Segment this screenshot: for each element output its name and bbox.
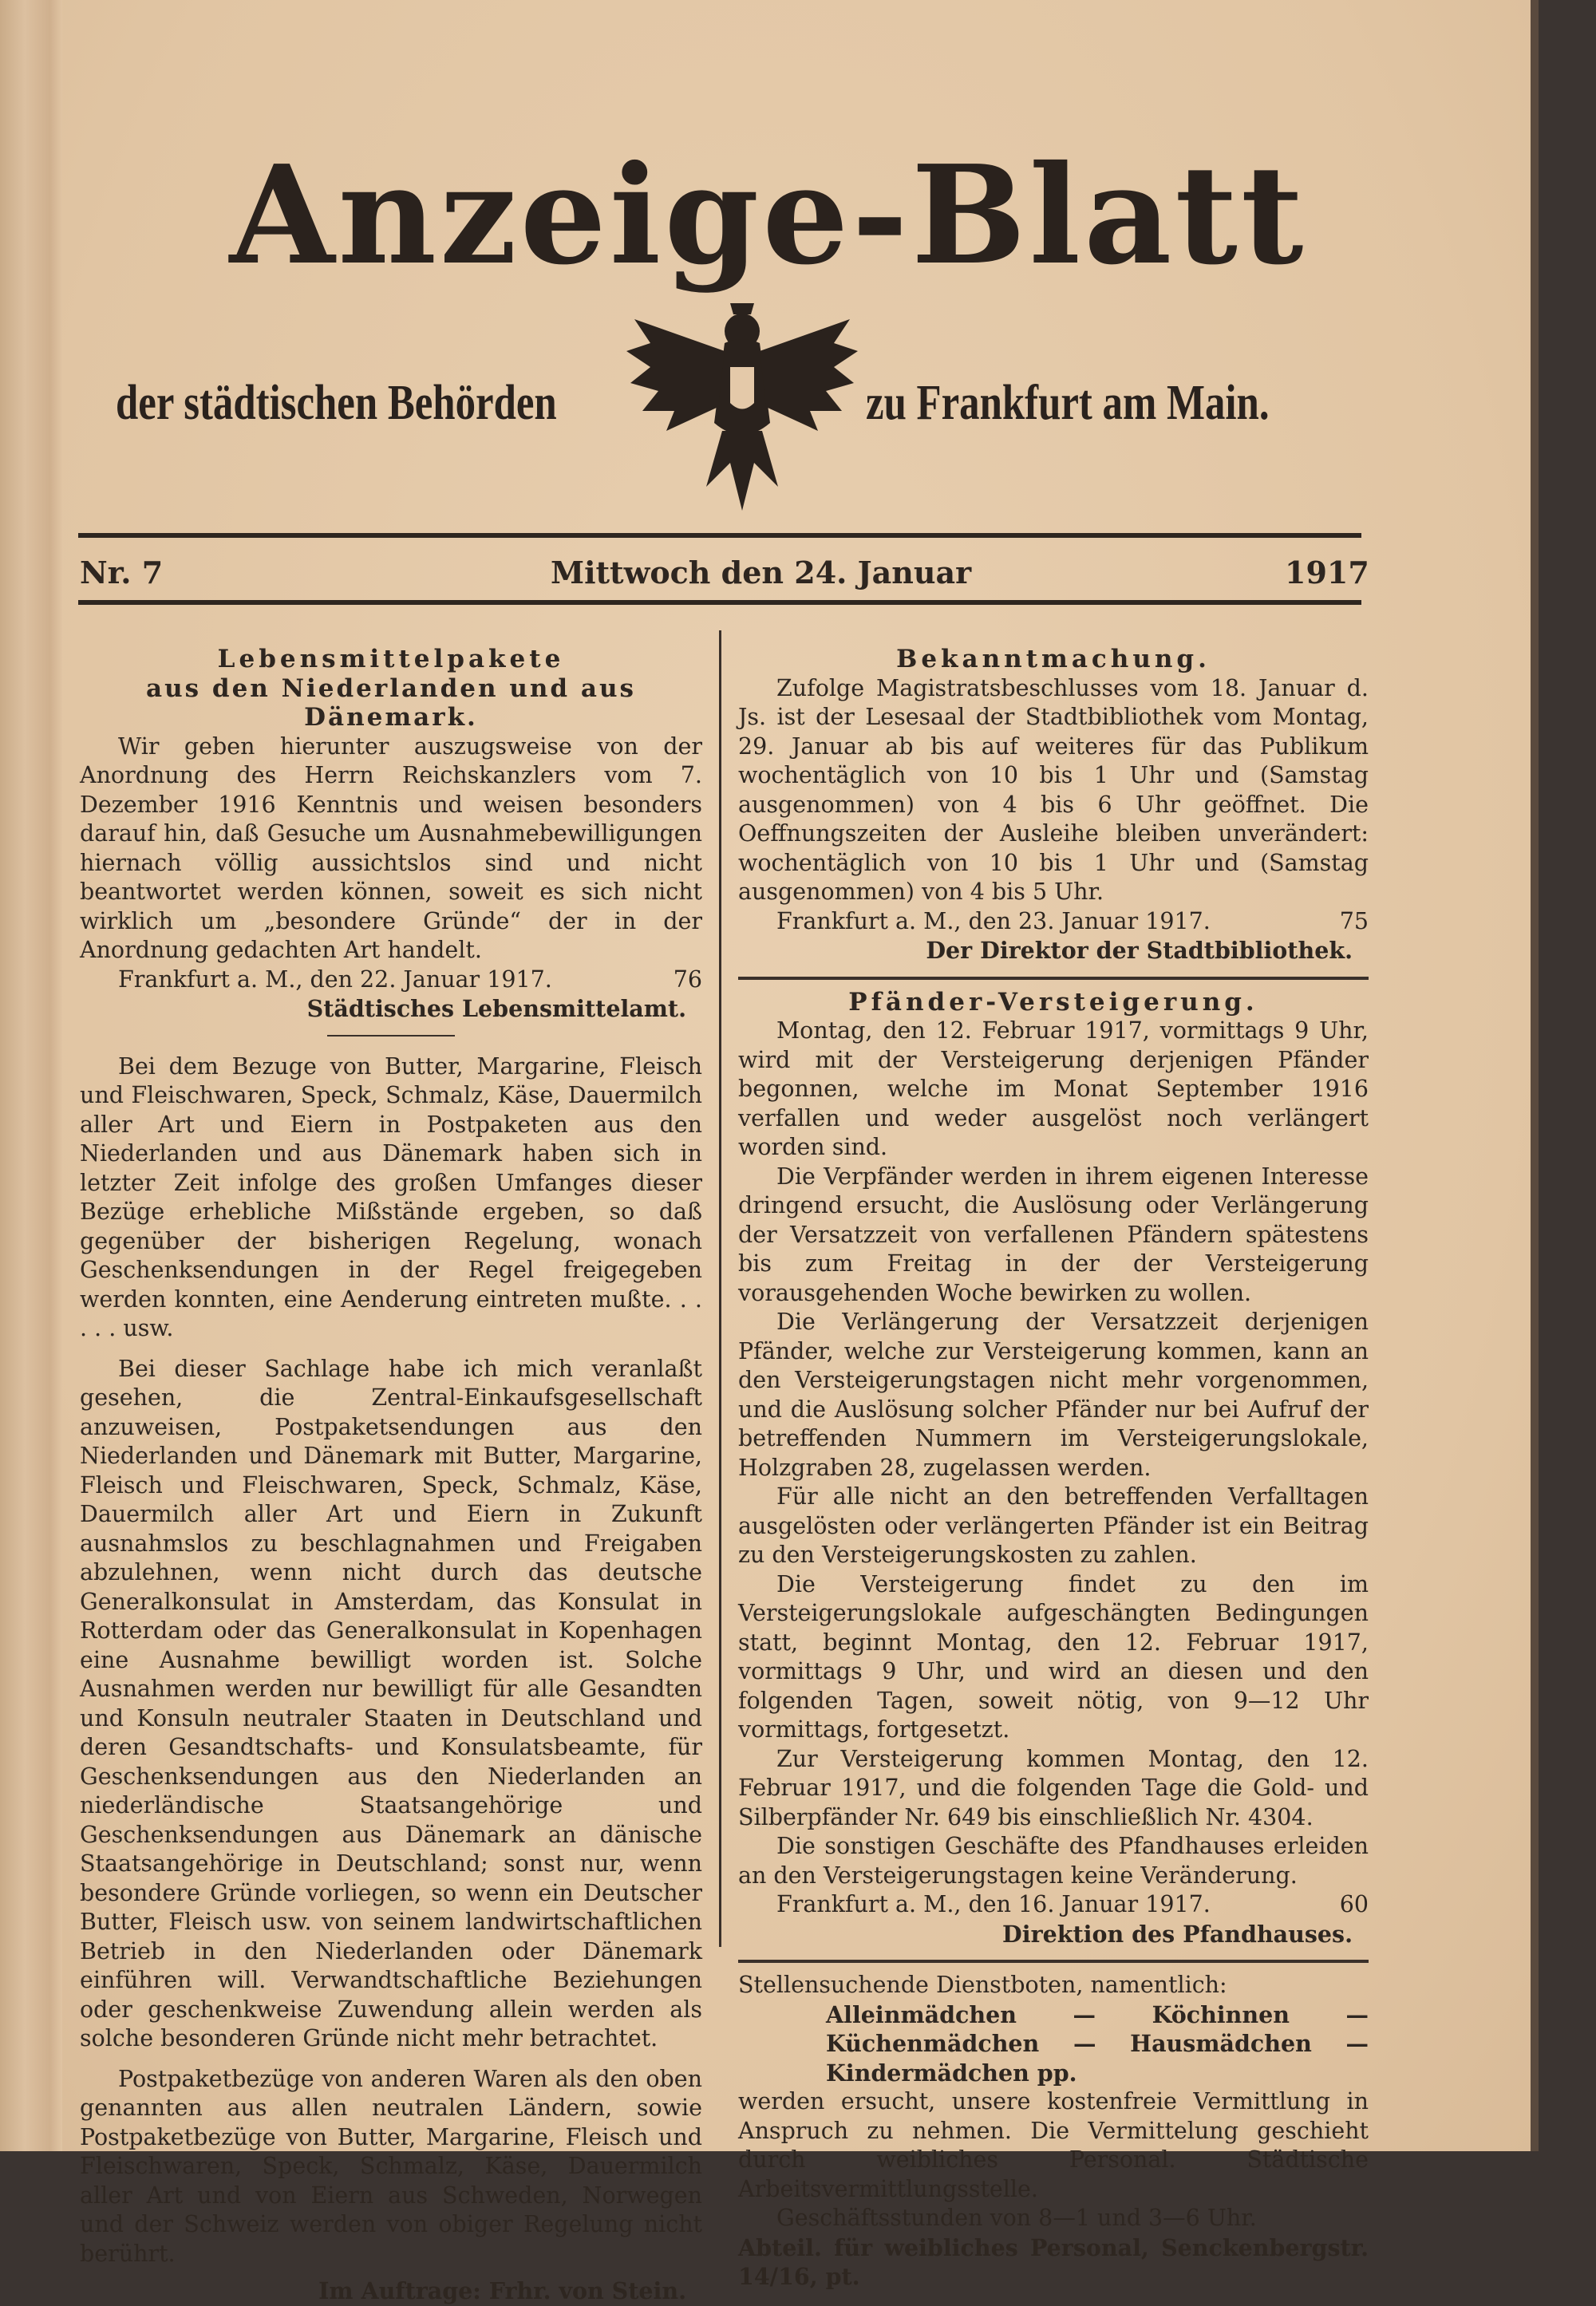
masthead-left: der städtischen Behörden [116,376,557,430]
issue-number: Nr. 7 [80,555,164,590]
ad-line: Alleinmädchen — Köchinnen — Küchenmädchen — Hausmädchen — Kindermädchen pp. [826,2000,1369,2087]
notice-number: 76 [673,965,702,993]
article-title: Lebensmittelpakete [217,645,565,673]
article-body: Wir geben hierunter auszugsweise von der Anordnung des Herrn Reichskanzlers vom 7. Dezember 1916 Kenntnis und weisen besonders darauf hin, daß Gesuche um Ausnahmebewilligungen hiernach völlig aussichtslos sind und nicht beantwortet werden können, soweit es sich nicht wirklich um „besondere Gründe“ der in der Anordnung gedachten Art handelt. [80,732,702,963]
ad-line: Geschäftsstunden von 8—1 und 3—6 Uhr. [776,2205,1257,2231]
article-body: Montag, den 12. Februar 1917, vormittags 9 Uhr, wird mit der Versteigerung derjenigen Pfänder begonnen, welche im Monat September 1916 verfallen und weder ausgelöst noch verlängert worden sind. [738,1017,1369,1160]
masthead-title: Anzeige-Blatt [229,136,1307,295]
article-body: Die Verlängerung der Versatzzeit derjenigen Pfänder, welche zur Versteigerung kommen, kann an den Versteigerungstagen nicht mehr vorgenommen, und die Auslösung solcher Pfänder nur bei Aufruf der betreffenden Nummern im Versteigerungslokale, Holzgraben 28, zugelassen werden. [738,1309,1369,1481]
article-body: Für alle nicht an den betreffenden Verfalltagen ausgelösten oder verlängerten Pfänder ist ein Beitrag zu den Versteigerungskosten zu zahlen. [738,1483,1369,1568]
article-title: Bekanntmachung. [896,645,1211,673]
article-body: Die sonstigen Geschäfte des Pfandhauses erleiden an den Versteigerungstagen keine Veränderung. [738,1833,1369,1889]
signature: Städtisches Lebensmittelamt. [306,995,686,1022]
eagle-emblem-icon [618,287,866,519]
ad-line: werden ersucht, unsere kostenfreie Vermittlung in Anspruch zu nehmen. Die Vermittelung geschieht durch weibliches Personal. Städtische Arbeitsvermittlungsstelle. [738,2088,1369,2202]
issue-date: Mittwoch den 24. Januar [551,555,972,590]
article-body: Die Verpfänder werden in ihrem eigenen Interesse dringend ersucht, die Auslösung oder Verlängerung der Versatzzeit von verfallenen Pfändern spätestens bis zum Freitag in der der Versteigerung vorausgehenden Woche bewirken zu wollen. [738,1163,1369,1306]
article-body: Bei dem Bezuge von Butter, Margarine, Fleisch und Fleischwaren, Speck, Schmalz, Käse, Dauermilch aller Art und Eiern in Postpaketen aus den Niederlanden und aus Dänemark haben sich in letzter Zeit infolge des großen Umfanges dieser Bezüge erhebliche Mißstände ergeben, so daß gegenüber der bisherigen Regelung, wonach Geschenksendungen in der Regel freigegeben werden konnten, eine Aenderung eintreten mußte. . . . . . usw. [80,1052,702,1341]
dateline: Frankfurt a. M., den 22. Januar 1917. [118,965,552,993]
notice-number: 75 [1339,907,1369,934]
signature: Direktion des Pfandhauses. [1002,1920,1353,1948]
header-rule-bottom [78,600,1361,605]
signature: Der Direktor der Stadtbibliothek. [926,937,1353,964]
separator [738,977,1369,980]
article-body: Postpaketbezüge von anderen Waren als den oben genannten aus allen neutralen Ländern, sowie Postpaketbezüge von Butter, Margarine, Fleisch und Fleischwaren, Speck, Schmalz, Käse, Dauermilch aller Art und von Eiern aus Schweden, Norwegen und der Schweiz werden von obiger Regelung nicht berührt. [80,2065,702,2267]
binding-edge [0,0,62,2151]
left-column [80,645,702,2306]
ad-line: Stellensuchende Dienstboten, namentlich: [738,1972,1227,1998]
ad-line: Abteil. für weibliches Personal, Senckenbergstr. 14/16, pt. [738,2233,1369,2290]
dateline: Frankfurt a. M., den 16. Januar 1917. [776,1891,1211,1917]
column-divider [719,630,721,1947]
notice-number: 60 [1339,1891,1369,1917]
header-rule-top [78,533,1361,538]
right-column [738,645,1369,2292]
article-body: Zur Versteigerung kommen Montag, den 12. Februar 1917, und die folgenden Tage die Gold- und Silberpfänder Nr. 649 bis einschließlich Nr. 4304. [738,1745,1369,1830]
issue-year: 1917 [1285,555,1369,590]
job-ad [738,1971,1369,2292]
article-title: Pfänder-Versteigerung. [848,987,1258,1017]
article-subtitle: aus den Niederlanden und aus Dänemark. [146,673,636,732]
dateline: Frankfurt a. M., den 23. Januar 1917. [776,907,1211,934]
article-body: Die Versteigerung findet zu den im Versteigerungslokale aufgeschängten Bedingungen statt, beginnt Montag, den 12. Februar 1917, vormittags 9 Uhr, und wird an diesen und den folgenden Tagen, soweit nötig, von 9—12 Uhr vormittags, fortgesetzt. [738,1570,1369,1743]
article-body: Zufolge Magistratsbeschlusses vom 18. Januar d. Js. ist der Lesesaal der Stadtbibliothek vom Montag, 29. Januar ab bis auf weiteres für das Publikum wochentäglich von 10 bis 1 Uhr und (Samstag ausgenommen) von 4 bis 6 Uhr geöffnet. Die Oeffnungszeiten der Ausleihe bleiben unverändert: wochentäglich von 10 bis 1 Uhr und (Samstag ausgenommen) von 4 bis 5 Uhr. [738,674,1369,905]
book-cover-edge [1531,0,1539,2151]
separator [327,1035,455,1037]
signature: Im Auftrage: Frhr. von Stein. [318,2277,686,2304]
separator [738,1960,1369,1963]
masthead-right: zu Frankfurt am Main. [866,376,1270,430]
article-body: Bei dieser Sachlage habe ich mich veranlaßt gesehen, die Zentral-Einkaufsgesellschaft anzuweisen, Postpaketsendungen aus den Niederlanden und Dänemark mit Butter, Margarine, Fleisch und Fleischwaren, Speck, Schmalz, Käse, Dauermilch aller Art und Eiern in Zukunft ausnahmslos zu beschlagnahmen und Freigaben abzulehnen, wenn nicht durch das deutsche Generalkonsulat in Amsterdam, das Konsulat in Rotterdam oder das Generalkonsulat in Kopenhagen eine Ausnahme bewilligt worden ist. Solche Ausnahmen werden nur bewilligt für alle Gesandten und Konsuln neutraler Staaten in Deutschland und deren Gesandtschafts- und Konsulatsbeamte, für Geschenksendungen aus den Niederlanden an niederländische Staatsangehörige und Geschenksendungen aus Dänemark an dänische Staatsangehörige in Deutschland; sonst nur, wenn besondere Gründe vorliegen, so wenn ein Deutscher Butter, Fleisch usw. von seinem landwirtschaftlichen Betrieb in den Niederlanden oder Dänemark einführen will. Verwandtschaftliche Beziehungen oder geschenkweise Zuwendung allein werden als solche besonderen Gründe nicht mehr betrachtet. [80,1355,702,2051]
